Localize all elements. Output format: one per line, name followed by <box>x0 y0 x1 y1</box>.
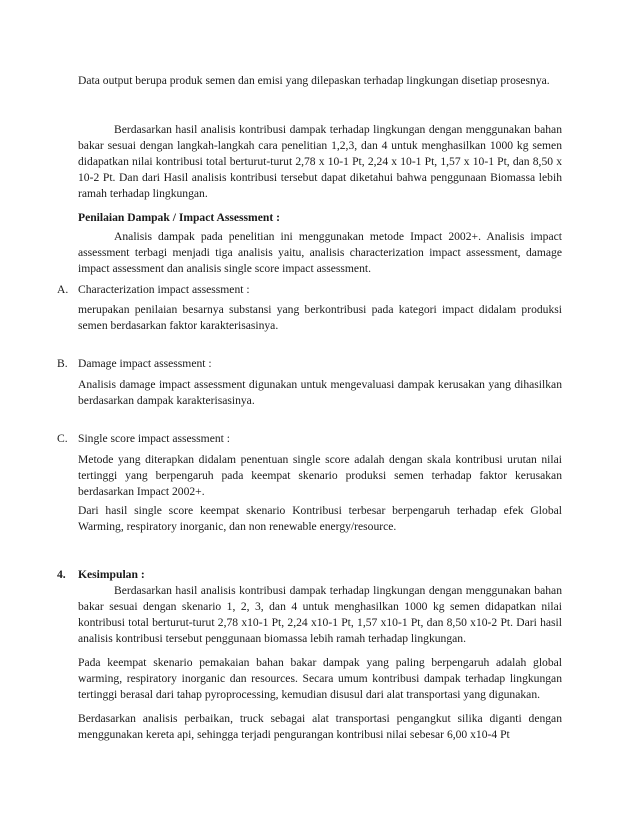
intro-paragraph-1: Data output berupa produk semen dan emisi yang dilepaskan terhadap lingkungan disetiap prosesnya. <box>78 74 550 87</box>
list-marker-b: B. <box>57 357 68 370</box>
conclusion-paragraph-3: Berdasarkan analisis perbaikan, truck sebagai alat transportasi pengangkut silika diganti dengan menggunakan kereta api, sehingga terjadi pengurangan kontribusi nilai sebesar 6,00 x10-4 Pt <box>78 712 562 741</box>
characterization-title: Characterization impact assessment : <box>78 283 250 296</box>
conclusion-paragraph-1: Berdasarkan hasil analisis kontribusi dampak terhadap lingkungan dengan menggunakan bahan bakar sesuai dengan skenario 1, 2, 3, dan 4 untuk menghasilkan 1000 kg semen didapatkan nilai kontribusi total berturut-turut 2,78 x10-1 Pt, 2,24 x10-1 Pt, 1,57 x10-1 Pt, dan 8,50 x10-2 Pt. Dari hasil analisis kontribusi tersebut penggunaan biomassa lebih ramah terhadap lingkungan. <box>78 584 562 645</box>
single-score-text-1: Metode yang diterapkan didalam penentuan single score adalah dengan skala kontribusi urutan nilai tertinggi yang berpengaruh pada keempat skenario produksi semen terhadap faktor kerusakan berdasarkan Impact 2002+. <box>78 453 562 498</box>
intro-paragraph-2: Berdasarkan hasil analisis kontribusi dampak terhadap lingkungan dengan menggunakan bahan bakar sesuai dengan langkah-langkah cara penelitian 1,2,3, dan 4 untuk menghasilkan 1000 kg semen didapatkan nilai kontribusi total berturut-turut 2,78 x 10-1 Pt, 2,24 x 10-1 Pt, 1,57 x 10-1 Pt, dan 8,50 x 10-2 Pt. Dan dari Hasil analisis kontribusi tersebut dapat diketahui bahwa penggunaan Biomassa lebih ramah terhadap lingkungan. <box>78 123 562 200</box>
list-marker-c: C. <box>57 432 68 445</box>
conclusion-heading: Kesimpulan : <box>78 568 145 581</box>
impact-assessment-intro: Analisis dampak pada penelitian ini menggunakan metode Impact 2002+. Analisis impact assessment terbagi menjadi tiga analisis yaitu, analisis characterization impact assessment, damage impact assessment dan analisis single score impact assessment. <box>78 230 562 275</box>
single-score-text-2: Dari hasil single score keempat skenario Kontribusi terbesar berpengaruh terhadap efek Global Warming, respiratory inorganic, dan non renewable energy/resource. <box>78 504 562 533</box>
impact-assessment-heading: Penilaian Dampak / Impact Assessment : <box>78 211 280 224</box>
single-score-title: Single score impact assessment : <box>78 432 230 445</box>
damage-title: Damage impact assessment : <box>78 357 212 370</box>
conclusion-paragraph-2: Pada keempat skenario pemakaian bahan bakar dampak yang paling berpengaruh adalah global warming, respiratory inorganic dan resources. Secara umum kontribusi dampak terhadap lingkungan tertinggi berasal dari tahap pyroprocessing, kemudian disusul dari alat transportasi yang digunakan. <box>78 656 562 701</box>
list-marker-a: A. <box>57 283 69 296</box>
damage-text: Analisis damage impact assessment digunakan untuk mengevaluasi dampak kerusakan yang dihasilkan berdasarkan dampak karakterisasinya. <box>78 378 562 407</box>
characterization-text: merupakan penilaian besarnya substansi yang berkontribusi pada kategori impact didalam produksi semen berdasarkan faktor karakterisasinya. <box>78 303 562 332</box>
conclusion-number: 4. <box>57 568 66 581</box>
